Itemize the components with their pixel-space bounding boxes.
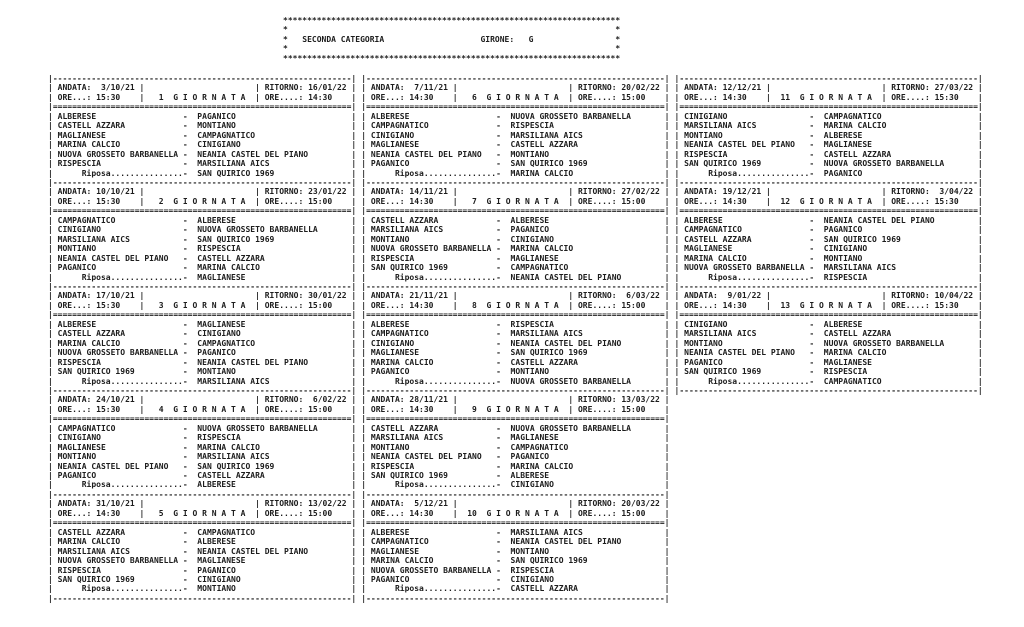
giornata-times-row: | ORE...: 14:30 | 12 G I O R N A T A | ORE....: 15:30 |: [674, 196, 983, 206]
riposa-row: | Riposa...............- MONTIANO |: [48, 584, 357, 594]
league-header-box: [283, 16, 620, 63]
block-border: |--------------------------------------------------------------|: [48, 385, 357, 395]
giornata-block-9: [361, 386, 669, 490]
riposa-row: | Riposa...............- MARSILIANA AICS |: [48, 376, 357, 386]
riposa-row: | Riposa...............- NUOVA GROSSETO BARBANELLA |: [361, 376, 670, 386]
block-border: |--------------------------------------------------------------|: [48, 281, 357, 291]
block-border: |--------------------------------------------------------------|: [48, 489, 357, 499]
match-row: | CASTELL AZZARA - CINIGIANO |: [48, 329, 357, 339]
match-row: | ALBERESE - PAGANICO |: [48, 111, 357, 121]
riposa-row: | Riposa...............- CASTELL AZZARA |: [361, 584, 670, 594]
riposa-row: | Riposa...............- PAGANICO |: [674, 168, 983, 178]
block-border: |--------------------------------------------------------------|: [674, 281, 983, 291]
match-row: | MARINA CALCIO - ALBERESE |: [48, 537, 357, 547]
header-border-top: **********************************************************************: [283, 16, 621, 25]
giornata-block-10: [361, 490, 669, 603]
match-row: | NUOVA GROSSETO BARBANELLA - PAGANICO |: [48, 348, 357, 358]
match-row: | CAMPAGNATICO - NUOVA GROSSETO BARBANELLA |: [48, 423, 357, 433]
block-border: |--------------------------------------------------------------|: [674, 177, 983, 187]
match-row: | MAGLIANESE - SAN QUIRICO 1969 |: [361, 348, 670, 358]
match-row: | ALBERESE - NUOVA GROSSETO BARBANELLA |: [361, 111, 670, 121]
header-separator: |==============================================================|: [361, 414, 670, 424]
match-row: | ALBERESE - RISPESCIA |: [361, 319, 670, 329]
giornata-block-7: [361, 178, 669, 282]
giornata-times-row: | ORE...: 14:30 | 11 G I O R N A T A | ORE....: 15:30 |: [674, 92, 983, 102]
fixtures-column-1: [48, 74, 356, 603]
giornata-block-5: [48, 490, 356, 603]
giornata-times-row: | ORE...: 14:30 | 5 G I O R N A T A | ORE....: 15:00 |: [48, 508, 357, 518]
match-row: | MARSILIANA AICS - CASTELL AZZARA |: [674, 329, 983, 339]
match-row: | MONTIANO - ALBERESE |: [674, 130, 983, 140]
match-row: | NEANIA CASTEL DEL PIANO - PAGANICO |: [361, 452, 670, 462]
giornata-block-8: [361, 282, 669, 386]
fixtures-grid: [48, 74, 983, 603]
giornata-dates-row: | ANDATA: 19/12/21 | | RITORNO: 3/04/22 |: [674, 187, 983, 197]
giornata-times-row: | ORE...: 14:30 | 13 G I O R N A T A | ORE....: 15:30 |: [674, 300, 983, 310]
giornata-dates-row: | ANDATA: 7/11/21 | | RITORNO: 20/02/22 |: [361, 83, 670, 93]
giornata-block-13: [675, 282, 983, 395]
match-row: | SAN QUIRICO 1969 - NUOVA GROSSETO BARBANELLA |: [674, 159, 983, 169]
giornata-dates-row: | ANDATA: 14/11/21 | | RITORNO: 27/02/22 |: [361, 187, 670, 197]
match-row: | MAGLIANESE - MONTIANO |: [361, 546, 670, 556]
giornata-dates-row: | ANDATA: 17/10/21 | | RITORNO: 30/01/22 |: [48, 291, 357, 301]
giornata-times-row: | ORE...: 14:30 | 10 G I O R N A T A | ORE....: 15:00 |: [361, 508, 670, 518]
header-border-row: * *: [283, 44, 621, 54]
match-row: | MARINA CALCIO - MONTIANO |: [674, 253, 983, 263]
match-row: | NEANIA CASTEL DEL PIANO - MAGLIANESE |: [674, 140, 983, 150]
header-separator: |==============================================================|: [48, 414, 357, 424]
fixtures-column-3: [675, 74, 983, 395]
match-row: | MAGLIANESE - MARINA CALCIO |: [48, 442, 357, 452]
match-row: | MONTIANO - MARSILIANA AICS |: [48, 452, 357, 462]
giornata-block-11: [675, 74, 983, 178]
giornata-times-row: | ORE...: 15:30 | 3 G I O R N A T A | ORE....: 15:00 |: [48, 300, 357, 310]
giornata-dates-row: | ANDATA: 10/10/21 | | RITORNO: 23/01/22 |: [48, 187, 357, 197]
giornata-dates-row: | ANDATA: 21/11/21 | | RITORNO: 6/03/22 |: [361, 291, 670, 301]
match-row: | MONTIANO - NUOVA GROSSETO BARBANELLA |: [674, 338, 983, 348]
match-row: | MARINA CALCIO - CAMPAGNATICO |: [48, 338, 357, 348]
header-separator: |==============================================================|: [361, 518, 670, 528]
block-border: |--------------------------------------------------------------|: [48, 593, 357, 603]
match-row: | ALBERESE - MARSILIANA AICS |: [361, 527, 670, 537]
match-row: | CASTELL AZZARA - CAMPAGNATICO |: [48, 527, 357, 537]
header-border-row: * *: [283, 25, 621, 35]
match-row: | MAGLIANESE - CAMPAGNATICO |: [48, 130, 357, 140]
riposa-row: | Riposa...............- SAN QUIRICO 1969 |: [48, 168, 357, 178]
giornata-dates-row: | ANDATA: 24/10/21 | | RITORNO: 6/02/22 |: [48, 395, 357, 405]
riposa-row: | Riposa...............- MARINA CALCIO |: [361, 168, 670, 178]
header-separator: |==============================================================|: [48, 102, 357, 112]
giornata-dates-row: | ANDATA: 9/01/22 | | RITORNO: 10/04/22 |: [674, 291, 983, 301]
match-row: | NUOVA GROSSETO BARBANELLA - RISPESCIA |: [361, 565, 670, 575]
match-row: | RISPESCIA - PAGANICO |: [48, 565, 357, 575]
header-separator: |==============================================================|: [674, 102, 983, 112]
match-row: | CAMPAGNATICO - RISPESCIA |: [361, 121, 670, 131]
match-row: | MONTIANO - RISPESCIA |: [48, 244, 357, 254]
match-row: | MONTIANO - CINIGIANO |: [361, 234, 670, 244]
match-row: | MAGLIANESE - CINIGIANO |: [674, 244, 983, 254]
match-row: | SAN QUIRICO 1969 - MONTIANO |: [48, 367, 357, 377]
header-separator: |==============================================================|: [361, 206, 670, 216]
match-row: | MONTIANO - CAMPAGNATICO |: [361, 442, 670, 452]
header-separator: |==============================================================|: [48, 518, 357, 528]
header-separator: |==============================================================|: [361, 102, 670, 112]
giornata-block-12: [675, 178, 983, 282]
match-row: | SAN QUIRICO 1969 - CINIGIANO |: [48, 575, 357, 585]
match-row: | MARSILIANA AICS - PAGANICO |: [361, 225, 670, 235]
block-border: |--------------------------------------------------------------|: [361, 74, 670, 83]
match-row: | RISPESCIA - CASTELL AZZARA |: [674, 149, 983, 159]
header-separator: |==============================================================|: [48, 310, 357, 320]
riposa-row: | Riposa...............- ALBERESE |: [48, 480, 357, 490]
match-row: | CAMPAGNATICO - ALBERESE |: [48, 215, 357, 225]
match-row: | PAGANICO - SAN QUIRICO 1969 |: [361, 159, 670, 169]
giornata-block-4: [48, 386, 356, 490]
match-row: | PAGANICO - MARINA CALCIO |: [48, 263, 357, 273]
giornata-dates-row: | ANDATA: 31/10/21 | | RITORNO: 13/02/22 |: [48, 499, 357, 509]
match-row: | RISPESCIA - MAGLIANESE |: [361, 253, 670, 263]
riposa-row: | Riposa...............- CINIGIANO |: [361, 480, 670, 490]
match-row: | CAMPAGNATICO - NEANIA CASTEL DEL PIANO |: [361, 537, 670, 547]
giornata-dates-row: | ANDATA: 12/12/21 | | RITORNO: 27/03/22 |: [674, 83, 983, 93]
giornata-block-3: [48, 282, 356, 386]
match-row: | PAGANICO - CASTELL AZZARA |: [48, 471, 357, 481]
block-border: |--------------------------------------------------------------|: [361, 593, 670, 603]
header-separator: |==============================================================|: [361, 310, 670, 320]
match-row: | MARSILIANA AICS - MARINA CALCIO |: [674, 121, 983, 131]
match-row: | MAGLIANESE - CASTELL AZZARA |: [361, 140, 670, 150]
match-row: | NUOVA GROSSETO BARBANELLA - MAGLIANESE |: [48, 556, 357, 566]
match-row: | CINIGIANO - NEANIA CASTEL DEL PIANO |: [361, 338, 670, 348]
match-row: | SAN QUIRICO 1969 - RISPESCIA |: [674, 367, 983, 377]
giornata-block-1: [48, 74, 356, 178]
match-row: | ALBERESE - MAGLIANESE |: [48, 319, 357, 329]
match-row: | CAMPAGNATICO - PAGANICO |: [674, 225, 983, 235]
match-row: | CASTELL AZZARA - MONTIANO |: [48, 121, 357, 131]
match-row: | NEANIA CASTEL DEL PIANO - CASTELL AZZARA |: [48, 253, 357, 263]
fixtures-column-2: [361, 74, 669, 603]
match-row: | MARSILIANA AICS - SAN QUIRICO 1969 |: [48, 234, 357, 244]
header-title-row: * SECONDA CATEGORIA GIRONE: G *: [283, 34, 621, 44]
block-border: |--------------------------------------------------------------|: [48, 177, 357, 187]
match-row: | RISPESCIA - MARSILIANA AICS |: [48, 159, 357, 169]
match-row: | CASTELL AZZARA - SAN QUIRICO 1969 |: [674, 234, 983, 244]
match-row: | RISPESCIA - NEANIA CASTEL DEL PIANO |: [48, 357, 357, 367]
header-separator: |==============================================================|: [674, 206, 983, 216]
match-row: | RISPESCIA - MARINA CALCIO |: [361, 461, 670, 471]
riposa-row: | Riposa...............- CAMPAGNATICO |: [674, 376, 983, 386]
giornata-times-row: | ORE...: 15:30 | 4 G I O R N A T A | ORE....: 15:00 |: [48, 404, 357, 414]
match-row: | NEANIA CASTEL DEL PIANO - MONTIANO |: [361, 149, 670, 159]
block-border: |--------------------------------------------------------------|: [674, 74, 983, 83]
match-row: | CINIGIANO - CAMPAGNATICO |: [674, 111, 983, 121]
match-row: | MARINA CALCIO - CINIGIANO |: [48, 140, 357, 150]
match-row: | NEANIA CASTEL DEL PIANO - SAN QUIRICO 1969 |: [48, 461, 357, 471]
header-separator: |==============================================================|: [674, 310, 983, 320]
match-row: | PAGANICO - MAGLIANESE |: [674, 357, 983, 367]
riposa-row: | Riposa...............- NEANIA CASTEL DEL PIANO |: [361, 272, 670, 282]
match-row: | CINIGIANO - RISPESCIA |: [48, 433, 357, 443]
match-row: | NUOVA GROSSETO BARBANELLA - MARINA CALCIO |: [361, 244, 670, 254]
riposa-row: | Riposa...............- RISPESCIA |: [674, 272, 983, 282]
match-row: | NUOVA GROSSETO BARBANELLA - MARSILIANA AICS |: [674, 263, 983, 273]
match-row: | SAN QUIRICO 1969 - CAMPAGNATICO |: [361, 263, 670, 273]
block-border: |--------------------------------------------------------------|: [674, 385, 983, 395]
giornata-times-row: | ORE...: 15:30 | 2 G I O R N A T A | ORE....: 15:00 |: [48, 196, 357, 206]
block-border: |--------------------------------------------------------------|: [361, 281, 670, 291]
block-border: |--------------------------------------------------------------|: [48, 74, 357, 83]
match-row: | MARINA CALCIO - CASTELL AZZARA |: [361, 357, 670, 367]
match-row: | ALBERESE - NEANIA CASTEL DEL PIANO |: [674, 215, 983, 225]
block-border: |--------------------------------------------------------------|: [361, 177, 670, 187]
header-separator: |==============================================================|: [48, 206, 357, 216]
match-row: | NUOVA GROSSETO BARBANELLA - NEANIA CASTEL DEL PIANO |: [48, 149, 357, 159]
match-row: | PAGANICO - MONTIANO |: [361, 367, 670, 377]
block-border: |--------------------------------------------------------------|: [361, 489, 670, 499]
giornata-block-2: [48, 178, 356, 282]
match-row: | MARSILIANA AICS - NEANIA CASTEL DEL PIANO |: [48, 546, 357, 556]
match-row: | CINIGIANO - ALBERESE |: [674, 319, 983, 329]
match-row: | PAGANICO - CINIGIANO |: [361, 575, 670, 585]
giornata-times-row: | ORE...: 14:30 | 9 G I O R N A T A | ORE....: 15:00 |: [361, 404, 670, 414]
giornata-times-row: | ORE...: 14:30 | 7 G I O R N A T A | ORE....: 15:00 |: [361, 196, 670, 206]
header-border-bottom: **********************************************************************: [283, 53, 621, 63]
match-row: | NEANIA CASTEL DEL PIANO - MARINA CALCIO |: [674, 348, 983, 358]
giornata-dates-row: | ANDATA: 28/11/21 | | RITORNO: 13/03/22 |: [361, 395, 670, 405]
giornata-block-6: [361, 74, 669, 178]
riposa-row: | Riposa...............- MAGLIANESE |: [48, 272, 357, 282]
match-row: | CINIGIANO - MARSILIANA AICS |: [361, 130, 670, 140]
match-row: | MARINA CALCIO - SAN QUIRICO 1969 |: [361, 556, 670, 566]
match-row: | CASTELL AZZARA - ALBERESE |: [361, 215, 670, 225]
giornata-times-row: | ORE...: 14:30 | 6 G I O R N A T A | ORE....: 15:00 |: [361, 92, 670, 102]
match-row: | CAMPAGNATICO - MARSILIANA AICS |: [361, 329, 670, 339]
block-border: |--------------------------------------------------------------|: [361, 385, 670, 395]
giornata-dates-row: | ANDATA: 3/10/21 | | RITORNO: 16/01/22 |: [48, 83, 357, 93]
giornata-dates-row: | ANDATA: 5/12/21 | | RITORNO: 20/03/22 |: [361, 499, 670, 509]
match-row: | CINIGIANO - NUOVA GROSSETO BARBANELLA |: [48, 225, 357, 235]
match-row: | CASTELL AZZARA - NUOVA GROSSETO BARBANELLA |: [361, 423, 670, 433]
giornata-times-row: | ORE...: 14:30 | 8 G I O R N A T A | ORE....: 15:00 |: [361, 300, 670, 310]
match-row: | MARSILIANA AICS - MAGLIANESE |: [361, 433, 670, 443]
match-row: | SAN QUIRICO 1969 - ALBERESE |: [361, 471, 670, 481]
giornata-times-row: | ORE...: 15:30 | 1 G I O R N A T A | ORE....: 14:30 |: [48, 92, 357, 102]
